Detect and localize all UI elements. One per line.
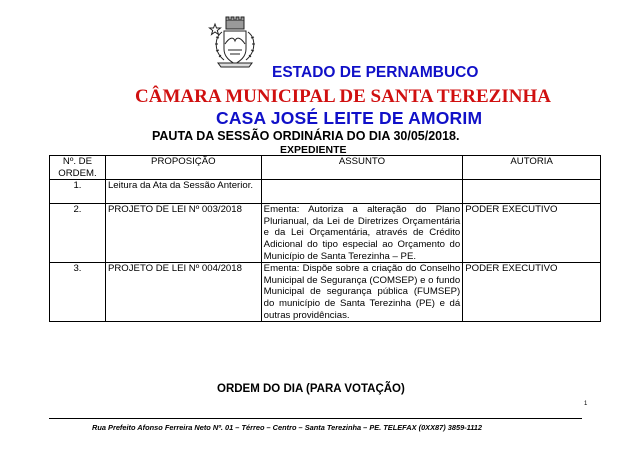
chamber-name: CÂMARA MUNICIPAL DE SANTA TEREZINHA <box>135 86 551 107</box>
table-header-row <box>50 156 601 180</box>
footer-address: Rua Prefeito Afonso Ferreira Neto Nº. 01 – Térreo – Centro – Santa Terezinha – PE. TELEFAX (0XX87) 3859-1112 <box>92 423 483 432</box>
state-name: ESTADO DE PERNAMBUCO <box>272 64 479 81</box>
order-cell: 1. <box>50 180 106 204</box>
table-row <box>50 204 601 263</box>
column-header-order: Nº. DE ORDEM. <box>50 156 106 180</box>
table-row <box>50 263 601 322</box>
footer-divider <box>49 418 582 419</box>
proposition-cell: PROJETO DE LEI Nº 004/2018 <box>105 263 261 322</box>
page-number: 1 <box>584 401 588 407</box>
author-cell: PODER EXECUTIVO <box>463 263 601 322</box>
subject-cell <box>261 180 463 204</box>
section-title: EXPEDIENTE <box>280 144 347 156</box>
order-cell: 3. <box>50 263 106 322</box>
proposition-cell: Leitura da Ata da Sessão Anterior. <box>105 180 261 204</box>
column-header-proposition: PROPOSIÇÃO <box>105 156 261 180</box>
column-header-subject: ASSUNTO <box>261 156 463 180</box>
session-title: PAUTA DA SESSÃO ORDINÁRIA DO DIA 30/05/2018. <box>152 129 460 143</box>
agenda-table <box>49 155 601 322</box>
subject-cell: Ementa: Autoriza a alteração do Plano Plurianual, da Lei de Diretrizes Orçamentária e da Lei Orçamentária, através de Crédito Adicional do tipo especial ao Orçamento do Município de Santa Terezinha – PE. <box>261 204 463 263</box>
agenda-heading: ORDEM DO DIA (PARA VOTAÇÃO) <box>217 383 405 395</box>
author-cell <box>463 180 601 204</box>
column-header-author: AUTORIA <box>463 156 601 180</box>
table-row <box>50 180 601 204</box>
subject-cell: Ementa: Dispõe sobre a criação do Conselho Municipal de Segurança (COMSEP) e o fundo Municipal de segurança pública (FUMSEP) do município de Santa Terezinha (PE) e dá outras providências. <box>261 263 463 322</box>
house-name: CASA JOSÉ LEITE DE AMORIM <box>216 108 483 128</box>
coat-of-arms-icon <box>204 14 266 76</box>
order-cell: 2. <box>50 204 106 263</box>
proposition-cell: PROJETO DE LEI Nº 003/2018 <box>105 204 261 263</box>
author-cell: PODER EXECUTIVO <box>463 204 601 263</box>
